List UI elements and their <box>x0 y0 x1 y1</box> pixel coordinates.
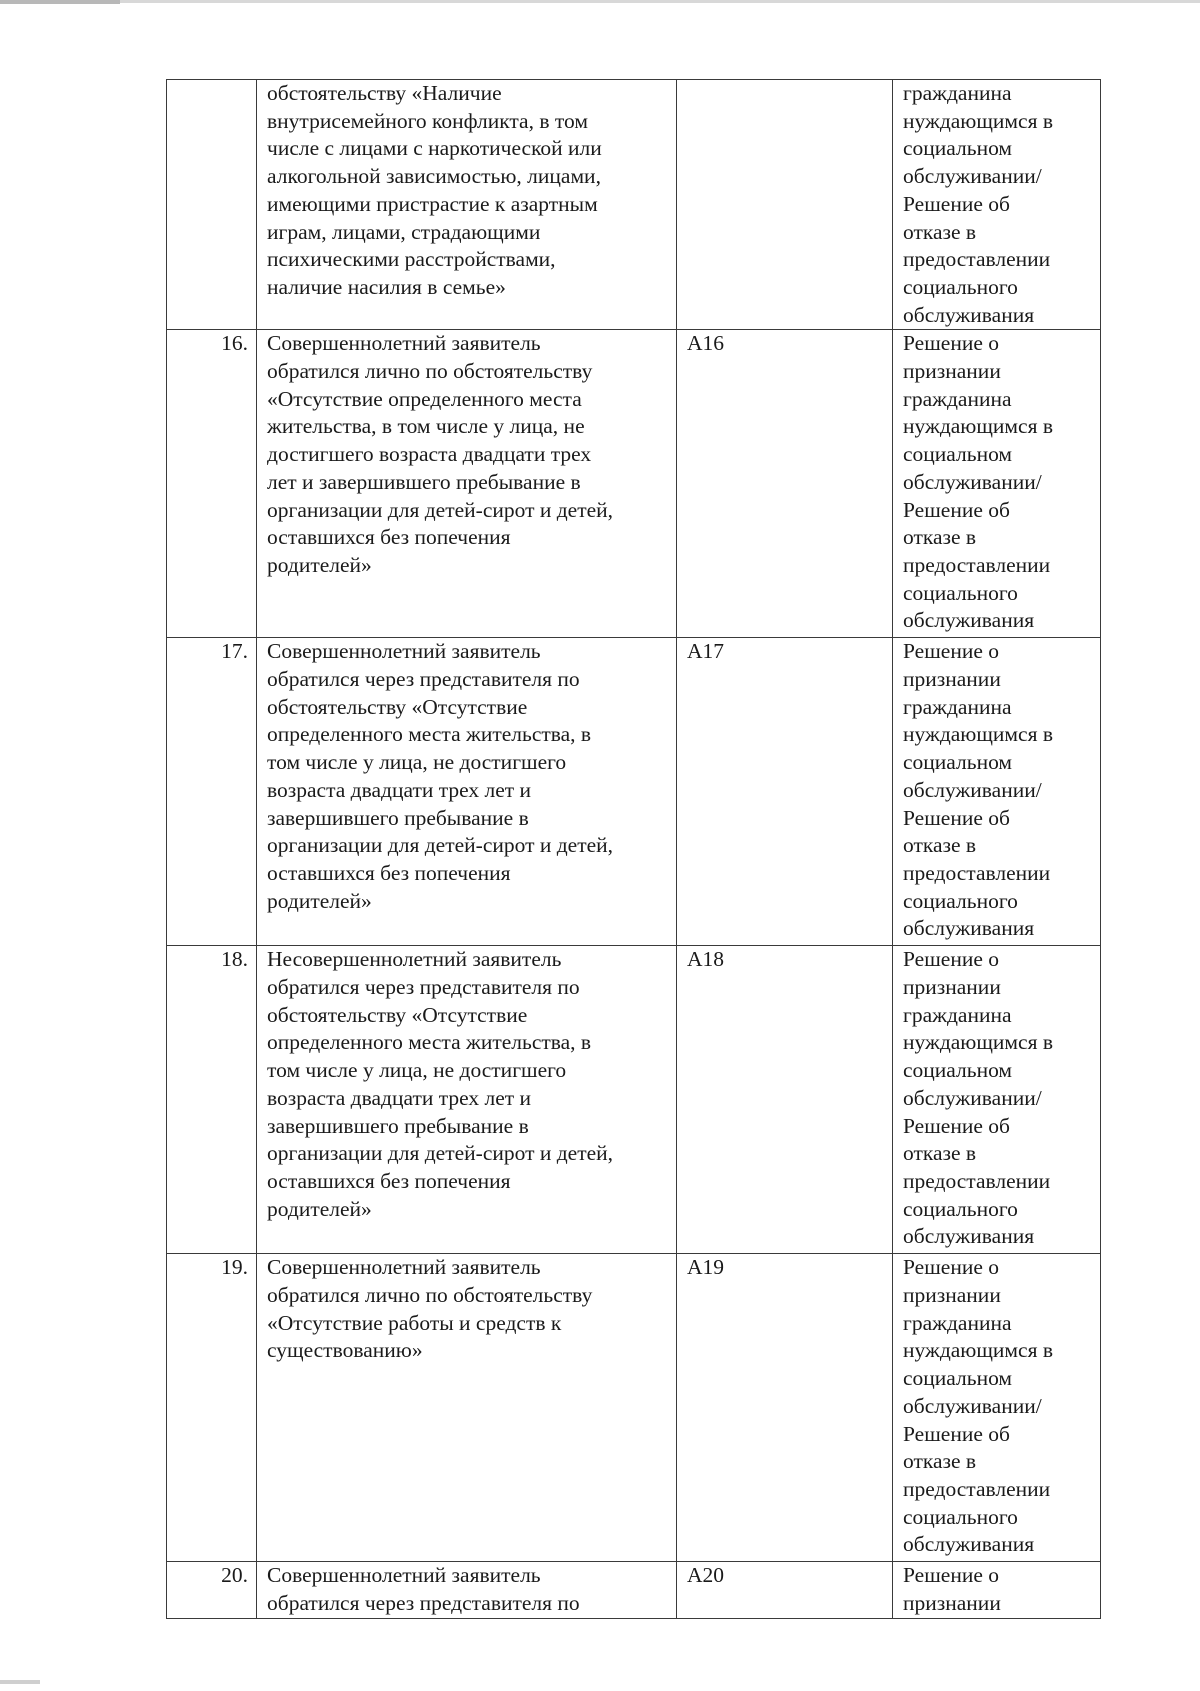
row-description: Совершеннолетний заявитель обратился через представителя по обстоятельству «Отсутствие определенного места жительства, в том числе у лица, не достигшего возраста двадцати трех лет и завершившего пребывание в организации для детей-сирот и детей, оставшихся без попечения родителей» <box>257 638 677 946</box>
table-row <box>167 638 1101 946</box>
row-description: Совершеннолетний заявитель обратился лично по обстоятельству «Отсутствие определенного места жительства, в том числе у лица, не достигшего возраста двадцати трех лет и завершившего пребывание в организации для детей-сирот и детей, оставшихся без попечения родителей» <box>257 330 677 638</box>
row-number: 20. <box>167 1562 257 1618</box>
document-page <box>166 79 1100 1619</box>
row-code: А18 <box>677 946 893 1254</box>
table-row <box>167 1254 1101 1562</box>
row-number: 19. <box>167 1254 257 1562</box>
services-table <box>166 79 1101 1619</box>
row-result: гражданина нуждающимся в социальном обслуживании/ Решение об отказе в предоставлении социального обслуживания <box>893 80 1101 330</box>
row-result: Решение о признании гражданина нуждающимся в социальном обслуживании/ Решение об отказе в предоставлении социального обслуживания <box>893 1254 1101 1562</box>
row-number: 18. <box>167 946 257 1254</box>
row-number: 16. <box>167 330 257 638</box>
scan-edge-mark <box>0 0 120 4</box>
row-code <box>677 80 893 330</box>
row-code: А19 <box>677 1254 893 1562</box>
row-result: Решение о признании гражданина нуждающимся в социальном обслуживании/ Решение об отказе в предоставлении социального обслуживания <box>893 638 1101 946</box>
row-description: Совершеннолетний заявитель обратился через представителя по <box>257 1562 677 1618</box>
row-description: Совершеннолетний заявитель обратился лично по обстоятельству «Отсутствие работы и средств к существованию» <box>257 1254 677 1562</box>
row-code: А20 <box>677 1562 893 1618</box>
row-code: А16 <box>677 330 893 638</box>
row-result: Решение о признании <box>893 1562 1101 1618</box>
table-row <box>167 330 1101 638</box>
scan-edge-bottom-mark <box>0 1680 40 1684</box>
row-description: обстоятельству «Наличие внутрисемейного конфликта, в том числе с лицами с наркотической или алкогольной зависимостью, лицами, имеющими пристрастие к азартным играм, лицами, страдающими психическими расстройствами, наличие насилия в семье» <box>257 80 677 330</box>
row-number <box>167 80 257 330</box>
row-code: А17 <box>677 638 893 946</box>
table-row <box>167 946 1101 1254</box>
row-result: Решение о признании гражданина нуждающимся в социальном обслуживании/ Решение об отказе в предоставлении социального обслуживания <box>893 330 1101 638</box>
row-number: 17. <box>167 638 257 946</box>
scan-edge-top <box>0 0 1200 3</box>
table-row <box>167 80 1101 330</box>
row-result: Решение о признании гражданина нуждающимся в социальном обслуживании/ Решение об отказе в предоставлении социального обслуживания <box>893 946 1101 1254</box>
row-description: Несовершеннолетний заявитель обратился через представителя по обстоятельству «Отсутствие определенного места жительства, в том числе у лица, не достигшего возраста двадцати трех лет и завершившего пребывание в организации для детей-сирот и детей, оставшихся без попечения родителей» <box>257 946 677 1254</box>
table-row <box>167 1562 1101 1618</box>
